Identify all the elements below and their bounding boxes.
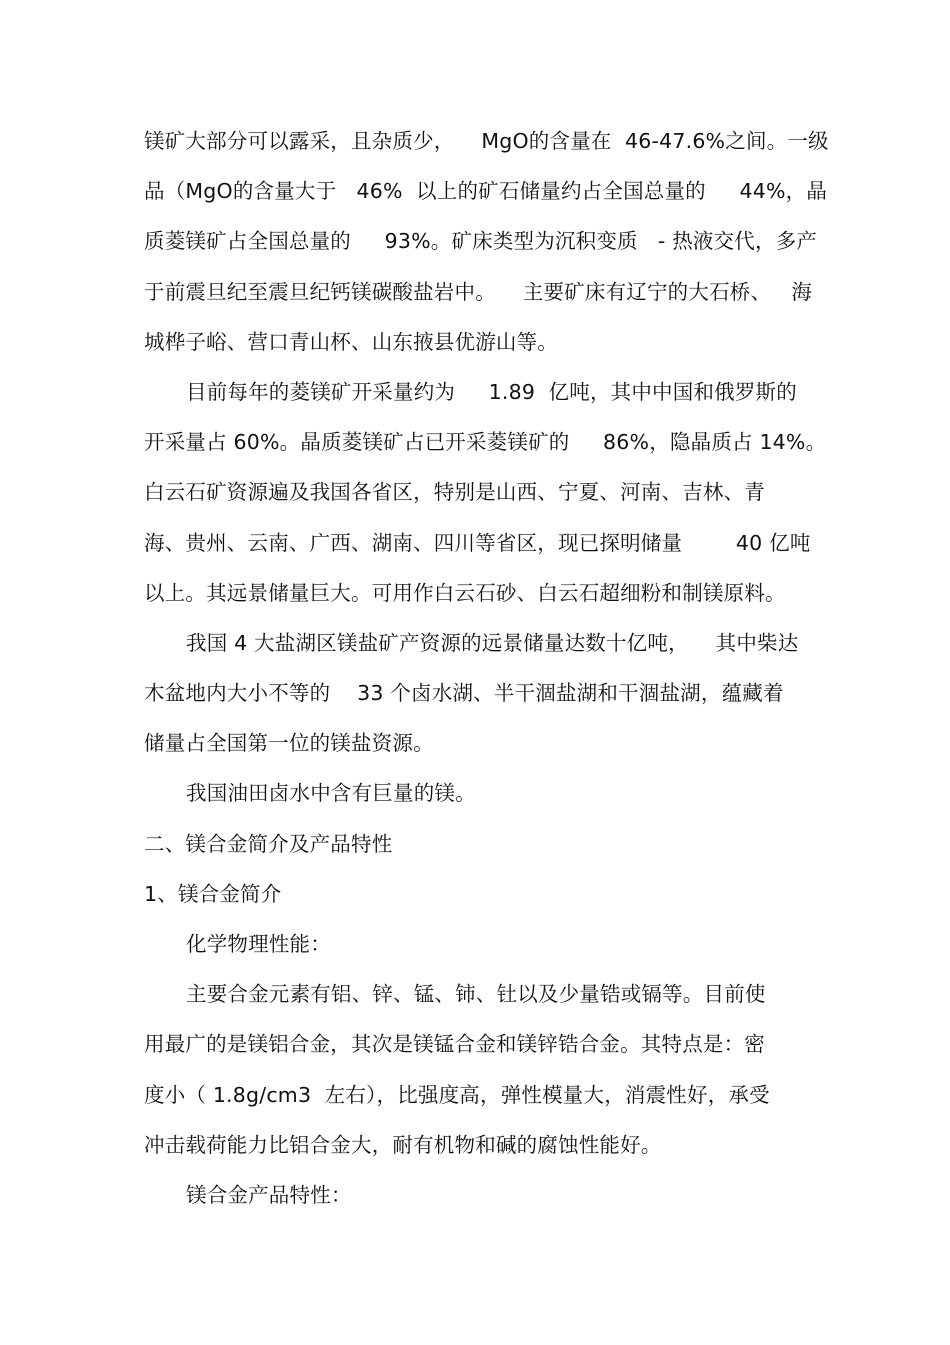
paragraph-line: 于前震旦纪至震旦纪钙镁碳酸盐岩中。 主要矿床有辽宁的大石桥、 海 <box>144 280 813 304</box>
paragraph-line: 我国油田卤水中含有巨量的镁。 <box>186 781 476 805</box>
paragraph-line: 目前每年的菱镁矿开采量约为 1.89 亿吨，其中中国和俄罗斯的 <box>186 380 797 404</box>
paragraph-line: 主要合金元素有铝、锌、锰、铈、钍以及少量锆或镉等。目前使 <box>186 982 766 1006</box>
subsection-heading: 1、镁合金简介 <box>144 882 282 906</box>
paragraph-line: 城桦子峪、营口青山杯、山东掖县优游山等。 <box>144 330 558 354</box>
paragraph-line: 木盆地内大小不等的 33 个卤水湖、半干涸盐湖和干涸盐湖，蕴藏着 <box>144 681 784 705</box>
paragraph-line: 海、贵州、云南、广西、湖南、四川等省区，现已探明储量 40 亿吨 <box>144 531 811 555</box>
subheading-label: 镁合金产品特性： <box>186 1183 352 1207</box>
paragraph-line: 我国 4 大盐湖区镁盐矿产资源的远景储量达数十亿吨， 其中柴达 <box>186 631 799 655</box>
paragraph-line: 质菱镁矿占全国总量的 93%。矿床类型为沉积变质 - 热液交代，多产 <box>144 229 818 253</box>
paragraph-line: 开采量占 60%。晶质菱镁矿占已开采菱镁矿的 86%，隐晶质占 14%。 <box>144 430 827 454</box>
subheading-label: 化学物理性能： <box>186 932 331 956</box>
section-heading: 二、镁合金简介及产品特性 <box>144 832 393 856</box>
paragraph-line: 白云石矿资源遍及我国各省区，特别是山西、宁夏、河南、吉林、青 <box>144 480 765 504</box>
paragraph-line: 以上。其远景储量巨大。可用作白云石砂、白云石超细粉和制镁原料。 <box>144 581 786 605</box>
paragraph-line: 镁矿大部分可以露采，且杂质少， MgO的含量在 46-47.6%之间。一级 <box>144 129 829 153</box>
paragraph-line: 储量占全国第一位的镁盐资源。 <box>144 731 434 755</box>
paragraph-line: 品（MgO的含量大于 46% 以上的矿石储量约占全国总量的 44%，晶 <box>144 179 828 203</box>
paragraph-line: 度小（ 1.8g/cm3 左右），比强度高，弹性模量大，消震性好，承受 <box>144 1083 770 1107</box>
paragraph-line: 冲击载荷能力比铝合金大，耐有机物和碱的腐蚀性能好。 <box>144 1133 662 1157</box>
paragraph-line: 用最广的是镁铝合金，其次是镁锰合金和镁锌锆合金。其特点是：密 <box>144 1032 765 1056</box>
